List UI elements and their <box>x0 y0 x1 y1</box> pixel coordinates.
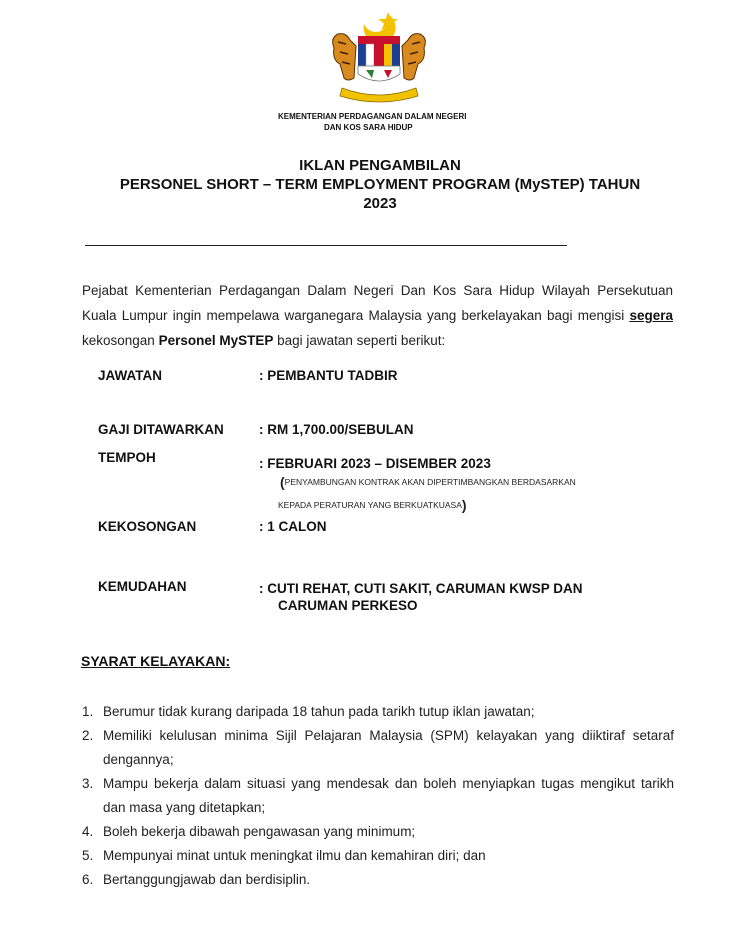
list-item <box>82 868 674 892</box>
tempoh-value: : FEBRUARI 2023 – DISEMBER 2023 <box>259 456 491 471</box>
note-open-paren: ( <box>280 474 285 490</box>
kemudahan-value-line-1: : CUTI REHAT, CUTI SAKIT, CARUMAN KWSP DAN <box>259 581 583 596</box>
item-text: Mampu bekerja dalam situasi yang mendesak dan boleh menyiapkan tugas mengikut tarikh dan masa yang ditetapkan; <box>103 776 674 815</box>
item-number: 4. <box>82 824 94 839</box>
tempoh-label: TEMPOH <box>98 450 156 465</box>
kekosongan-label: KEKOSONGAN <box>98 519 197 534</box>
ministry-line-2: DAN KOS SARA HIDUP <box>324 123 413 132</box>
item-text: Boleh bekerja dibawah pengawasan yang minimum; <box>103 824 416 839</box>
item-text: Bertanggungjawab dan berdisiplin. <box>103 872 311 887</box>
kekosongan-value: : 1 CALON <box>259 519 327 534</box>
note-text-1: PENYAMBUNGAN KONTRAK AKAN DIPERTIMBANGKAN BERDASARKAN <box>284 477 576 487</box>
intro-text-after: bagi jawatan seperti berikut: <box>273 333 446 348</box>
requirements-heading: SYARAT KELAYAKAN: <box>81 653 231 669</box>
requirements-list <box>82 700 674 892</box>
list-item <box>82 772 674 820</box>
item-number: 3. <box>82 776 94 791</box>
item-number: 1. <box>82 704 94 719</box>
divider-line: ————————————————————————————————————— <box>85 236 566 252</box>
item-text: Memiliki kelulusan minima Sijil Pelajaran Malaysia (SPM) kelayakan yang diiktiraf setaraf dengannya; <box>103 728 674 767</box>
list-item <box>82 724 674 772</box>
list-item <box>82 700 674 724</box>
kemudahan-value-line-2: CARUMAN PERKESO <box>278 598 418 613</box>
tempoh-note-line-2 <box>278 497 467 513</box>
title-line-1: IKLAN PENGAMBILAN <box>299 157 461 174</box>
item-number: 5. <box>82 848 94 863</box>
jawatan-value: : PEMBANTU TADBIR <box>259 368 398 383</box>
coat-of-arms-icon <box>326 8 432 104</box>
intro-paragraph <box>82 278 673 353</box>
intro-text-before: Pejabat Kementerian Perdagangan Dalam Negeri Dan Kos Sara Hidup Wilayah Persekutuan Kuala Lumpur ingin mempelawa warganegara Malaysia yang berkelayakan bagi mengisi <box>82 283 673 323</box>
list-item <box>82 844 674 868</box>
kemudahan-label: KEMUDAHAN <box>98 579 187 594</box>
page-title <box>60 156 700 213</box>
title-line-3: 2023 <box>363 195 397 212</box>
note-close-paren: ) <box>461 497 467 513</box>
gaji-label: GAJI DITAWARKAN <box>98 422 224 437</box>
intro-bold: Personel MySTEP <box>158 333 274 348</box>
gaji-value: : RM 1,700.00/SEBULAN <box>259 422 414 437</box>
jawatan-label: JAWATAN <box>98 368 162 383</box>
title-line-2: PERSONEL SHORT – TERM EMPLOYMENT PROGRAM (MySTEP) TAHUN <box>119 176 641 193</box>
intro-emphasis: segera <box>629 308 673 323</box>
intro-text-middle: kekosongan <box>82 333 159 348</box>
ministry-line-1: KEMENTERIAN PERDAGANGAN DALAM NEGERI <box>278 112 467 121</box>
item-number: 2. <box>82 728 94 743</box>
note-text-2: KEPADA PERATURAN YANG BERKUATKUASA <box>278 500 462 510</box>
ministry-name <box>278 111 538 133</box>
item-text: Berumur tidak kurang daripada 18 tahun pada tarikh tutup iklan jawatan; <box>103 704 535 719</box>
item-number: 6. <box>82 872 94 887</box>
list-item <box>82 820 674 844</box>
tempoh-note-line-1 <box>280 474 576 490</box>
item-text: Mempunyai minat untuk meningkat ilmu dan kemahiran diri; dan <box>103 848 486 863</box>
